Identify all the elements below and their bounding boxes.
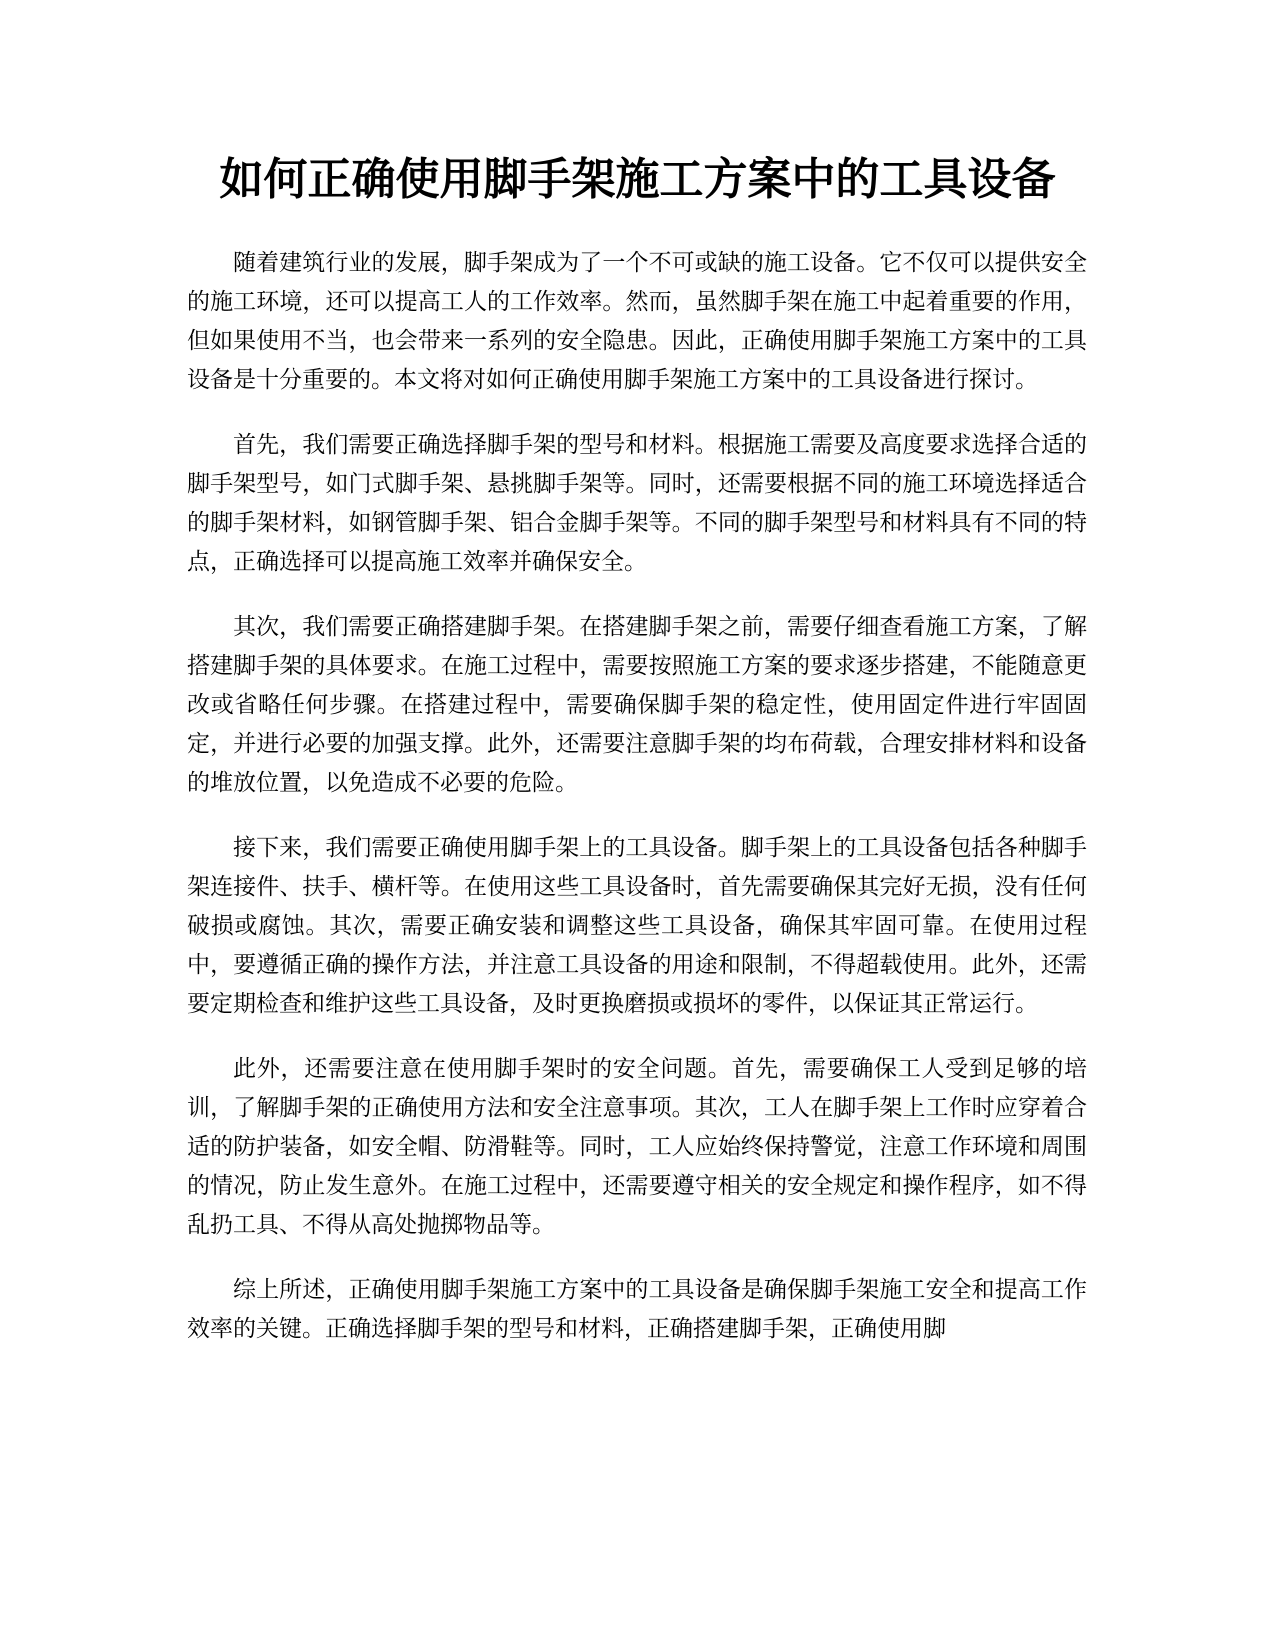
paragraph-intro: 随着建筑行业的发展，脚手架成为了一个不可或缺的施工设备。它不仅可以提供安全的施工环境，还可以提高工人的工作效率。然而，虽然脚手架在施工中起着重要的作用，但如果使用不当，也会带来一系列的安全隐患。因此，正确使用脚手架施工方案中的工具设备是十分重要的。本文将对如何正确使用脚手架施工方案中的工具设备进行探讨。 [187, 250, 1087, 393]
paragraph-construction: 其次，我们需要正确搭建脚手架。在搭建脚手架之前，需要仔细查看施工方案，了解搭建脚手架的具体要求。在施工过程中，需要按照施工方案的要求逐步搭建，不能随意更改或省略任何步骤。在搭建过程中，需要确保脚手架的稳定性，使用固定件进行牢固固定，并进行必要的加强支撑。此外，还需要注意脚手架的均布荷载，合理安排材料和设备的堆放位置，以免造成不必要的危险。 [187, 614, 1087, 796]
paragraph-tool-usage: 接下来，我们需要正确使用脚手架上的工具设备。脚手架上的工具设备包括各种脚手架连接件、扶手、横杆等。在使用这些工具设备时，首先需要确保其完好无损，没有任何破损或腐蚀。其次，需要正确安装和调整这些工具设备，确保其牢固可靠。在使用过程中，要遵循正确的操作方法，并注意工具设备的用途和限制，不得超载使用。此外，还需要定期检查和维护这些工具设备，及时更换磨损或损坏的零件，以保证其正常运行。 [187, 835, 1087, 1017]
page-title: 如何正确使用脚手架施工方案中的工具设备 [219, 154, 1056, 205]
document-body [187, 244, 1087, 1375]
paragraph-selection: 首先，我们需要正确选择脚手架的型号和材料。根据施工需要及高度要求选择合适的脚手架型号，如门式脚手架、悬挑脚手架等。同时，还需要根据不同的施工环境选择适合的脚手架材料，如钢管脚手架、铝合金脚手架等。不同的脚手架型号和材料具有不同的特点，正确选择可以提高施工效率并确保安全。 [187, 432, 1087, 575]
paragraph-safety: 此外，还需要注意在使用脚手架时的安全问题。首先，需要确保工人受到足够的培训，了解脚手架的正确使用方法和安全注意事项。其次，工人在脚手架上工作时应穿着合适的防护装备，如安全帽、防滑鞋等。同时，工人应始终保持警觉，注意工作环境和周围的情况，防止发生意外。在施工过程中，还需要遵守相关的安全规定和操作程序，如不得乱扔工具、不得从高处抛掷物品等。 [187, 1056, 1087, 1238]
paragraph-conclusion: 综上所述，正确使用脚手架施工方案中的工具设备是确保脚手架施工安全和提高工作效率的关键。正确选择脚手架的型号和材料，正确搭建脚手架，正确使用脚 [187, 1277, 1087, 1342]
